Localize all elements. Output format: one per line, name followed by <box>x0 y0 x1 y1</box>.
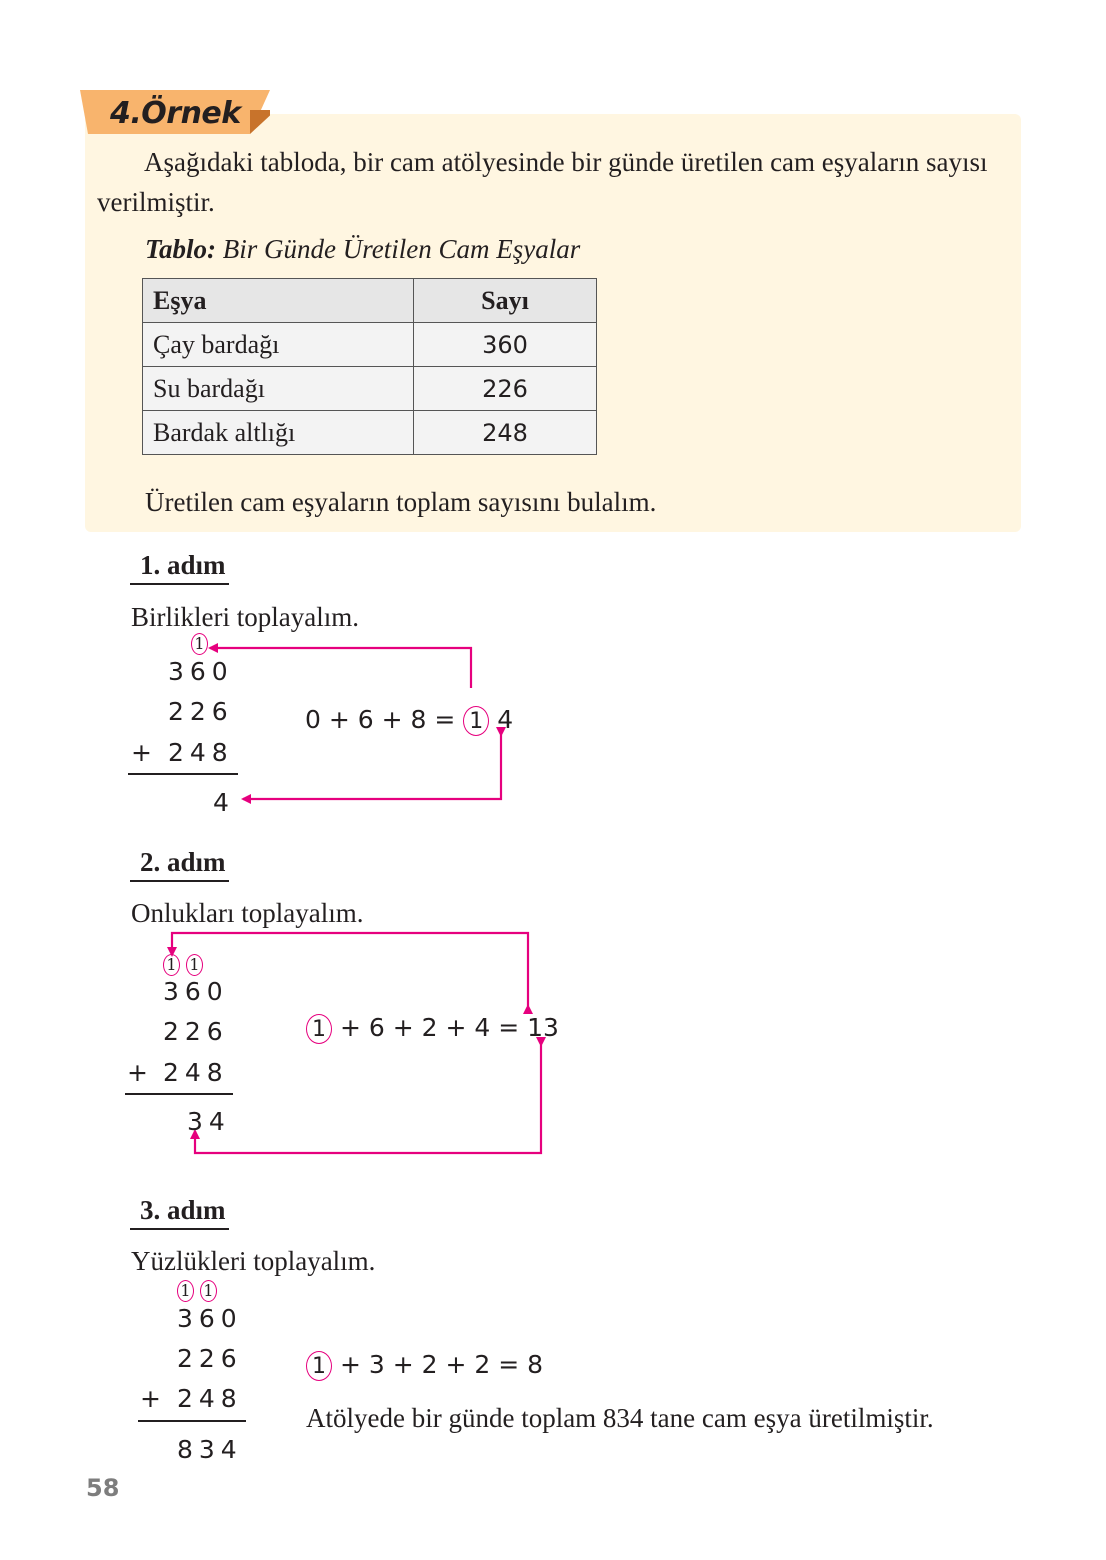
step-3-equation-rest: + 3 + 2 + 2 = 8 <box>339 1350 543 1379</box>
step-2-carry-circle: 1 <box>306 1014 332 1044</box>
step-3-description: Yüzlükleri toplayalım. <box>131 1246 376 1276</box>
step-3-carry-2: 1 <box>200 1280 217 1302</box>
step-2-operand-3: 248 <box>163 1058 229 1087</box>
step-3-operand-2: 226 <box>177 1344 243 1373</box>
step-3-carries <box>177 1280 217 1302</box>
step-1-equation-left: 0 + 6 + 8 = <box>305 705 456 734</box>
step-2-result: 34 <box>187 1107 231 1136</box>
step-1-result: 4 <box>213 788 235 817</box>
table-header-item: Eşya <box>143 279 414 323</box>
step-1-carry-circle: 1 <box>463 706 489 736</box>
table-caption-label: Tablo: <box>145 234 217 264</box>
step-2-operand-2: 226 <box>163 1017 229 1046</box>
step-2-equation <box>306 1013 559 1044</box>
step-1-operand-1: 360 <box>168 657 234 686</box>
table-cell-item: Bardak altlığı <box>143 411 414 455</box>
table-cell-count: 226 <box>414 367 597 411</box>
step-2-sum-line <box>125 1093 233 1095</box>
table-cell-item: Su bardağı <box>143 367 414 411</box>
step-3-operand-1: 360 <box>177 1304 243 1333</box>
step-3-title: 3. adım <box>130 1195 229 1230</box>
step-2-carries <box>163 954 203 976</box>
example-question: Üretilen cam eşyaların toplam sayısını bulalım. <box>145 487 657 517</box>
step-1-plus-sign: + <box>131 738 158 767</box>
step-1-description: Birlikleri toplayalım. <box>131 602 359 632</box>
step-2-plus-sign: + <box>127 1058 154 1087</box>
step-1-operand-2: 226 <box>168 697 234 726</box>
step-1-carry-1: 1 <box>191 633 208 655</box>
conclusion-text: Atölyede bir günde toplam 834 tane cam eşya üretilmiştir. <box>306 1403 934 1433</box>
table-cell-count: 360 <box>414 323 597 367</box>
example-tag-label: 4.Örnek <box>110 96 241 131</box>
step-3-sum-line <box>138 1420 246 1422</box>
step-1-title: 1. adım <box>130 550 229 585</box>
step-2-operand-1: 360 <box>163 977 229 1006</box>
step-3-operand-3: 248 <box>177 1384 243 1413</box>
step-3-carry-circle: 1 <box>306 1351 332 1381</box>
step-3-equation <box>306 1350 543 1381</box>
step-2-carry-2: 1 <box>186 954 203 976</box>
step-2-description: Onlukları toplayalım. <box>131 898 364 928</box>
step-1-result-arrow <box>243 735 501 799</box>
step-2-equation-rest: + 6 + 2 + 4 = 13 <box>339 1013 559 1042</box>
example-intro: Aşağıdaki tabloda, bir cam atölyesinde bir günde üretilen cam eşyaların sayısı verilmiştir. <box>97 147 988 217</box>
page-number: 58 <box>86 1474 120 1502</box>
step-3-result: 834 <box>177 1435 243 1464</box>
step-1-equation-right: 4 <box>497 705 514 734</box>
table-caption-title: Bir Günde Üretilen Cam Eşyalar <box>216 234 581 264</box>
step-1-operand-3: 248 <box>168 738 234 767</box>
step-3-plus-sign: + <box>140 1384 167 1413</box>
step-1-carry-arrow <box>210 648 471 688</box>
step-3-carry-1: 1 <box>177 1280 194 1302</box>
table-cell-item: Çay bardağı <box>143 323 414 367</box>
step-2-result-arrow <box>195 1045 541 1153</box>
step-2-title: 2. adım <box>130 847 229 882</box>
step-2-carry-1: 1 <box>163 954 180 976</box>
table-cell-count: 248 <box>414 411 597 455</box>
table-header-count: Sayı <box>414 279 597 323</box>
